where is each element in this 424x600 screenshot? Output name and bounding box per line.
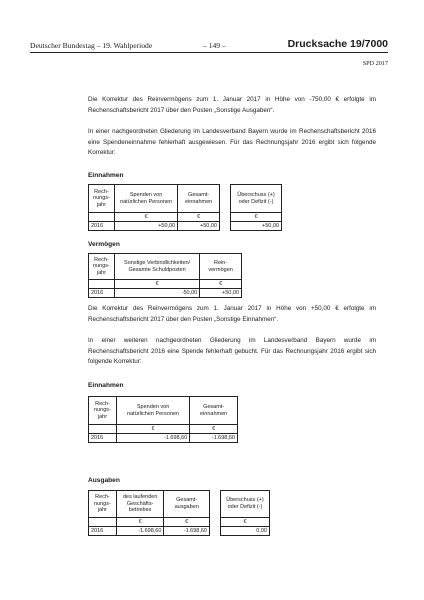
currency-cell: €: [116, 425, 189, 434]
paragraph-3: Die Korrektur des Reinvermögens zum 1. Januar 2017 in Höhe von +50,00 € erfolgte im Rechenschaftsbericht 2017 über den Posten „Sonstige Einnahmen“.: [88, 305, 376, 323]
paragraph-1: Die Korrektur des Reinvermögens zum 1. Januar 2017 in Höhe von -750,00 € erfolgte im Rechenschaftsbericht 2017 über den Posten „Sonstige Ausgaben“.: [88, 96, 376, 114]
currency-cell: €: [114, 280, 199, 289]
heading-einnahmen: Einnahmen: [88, 172, 124, 179]
paragraph-4: In einer weiteren nachgeordneten Gliederung im Landesverband Bayern wurde im Rechenschaftsbericht 2016 eine Spende fehlerhaft gebucht. Für das Rechnungsjahr 2016 ergibt sich folgende Korrektur:: [88, 337, 376, 366]
heading-ausgaben: Ausgaben: [88, 477, 120, 484]
table-ueberschuss-2: [220, 490, 270, 536]
heading-vermoegen: Vermögen: [88, 241, 120, 248]
header-rule: [30, 52, 388, 53]
col-jahr: Rech- nungs- jahr: [89, 491, 117, 518]
col-jahr: Rech- nungs- jahr: [89, 254, 115, 280]
table-vermoegen: [88, 253, 242, 298]
currency-cell: €: [178, 213, 220, 222]
col-jahr: Rech- nungs- jahr: [89, 185, 115, 213]
value-cell: +50,00: [114, 222, 177, 231]
table-ueberschuss-1: [230, 184, 282, 231]
currency-cell: €: [116, 518, 164, 527]
table-ausgaben: [88, 490, 210, 536]
value-cell: -50,00: [114, 289, 199, 298]
value-cell: 0,00: [221, 527, 270, 536]
value-cell: -1.698,60: [116, 527, 164, 536]
col-gesamteinnahmen: Gesamt- einnahmen: [178, 185, 220, 213]
value-cell: +50,00: [200, 289, 242, 298]
value-cell: -1.698,60: [116, 434, 189, 443]
col-spenden: Spenden von natürlichen Personen: [114, 185, 177, 213]
value-cell: -1.698,60: [164, 527, 210, 536]
year-cell: 2016: [89, 527, 117, 536]
heading-einnahmen-2: Einnahmen: [88, 382, 124, 389]
year-cell: 2016: [89, 289, 115, 298]
currency-cell: €: [200, 280, 242, 289]
year-cell: 2016: [89, 222, 115, 231]
value-cell: +50,00: [178, 222, 220, 231]
table-einnahmen-2: [88, 396, 238, 443]
col-verbindlichkeiten: Sonstige Verbindlichkeiten/ Gesamte Schuldposten: [114, 254, 199, 280]
col-gesamtausgaben: Gesamt- ausgaben: [164, 491, 210, 518]
currency-cell: €: [190, 425, 238, 434]
currency-cell: €: [114, 213, 177, 222]
col-gesamteinnahmen: Gesamt- einnahmen: [190, 397, 238, 425]
col-laufende: des laufenden Geschäfts- betriebes: [116, 491, 164, 518]
col-reinvermoegen: Rein- vermögen: [200, 254, 242, 280]
col-jahr: Rech- nungs- jahr: [89, 397, 117, 425]
paragraph-2: In einer nachgeordneten Gliederung im Landesverband Bayern wurde im Rechenschaftsbericht 2016 eine Spendeneinnahme fehlerhaft ausgewiesen. Für das Rechnungsjahr 2016 ergibt sich folgende Korrektur:: [88, 128, 376, 157]
value-cell: +50,00: [231, 222, 282, 231]
year-cell: 2016: [89, 434, 117, 443]
party-year-label: SPD 2017: [362, 60, 388, 67]
currency-cell: €: [231, 213, 282, 222]
document-number: Drucksache 19/7000: [287, 38, 388, 50]
col-spenden: Spenden von natürlichen Personen: [116, 397, 189, 425]
table-einnahmen-1: [88, 184, 220, 231]
value-cell: -1.698,60: [190, 434, 238, 443]
currency-cell: €: [164, 518, 210, 527]
page-number: – 149 –: [203, 41, 226, 50]
header-left: Deutscher Bundestag – 19. Wahlperiode: [30, 41, 153, 50]
col-ueberschuss: Überschuss (+) oder Defizit (-): [221, 491, 270, 518]
currency-cell: €: [221, 518, 270, 527]
col-ueberschuss: Überschuss (+) oder Defizit (-): [231, 185, 282, 213]
